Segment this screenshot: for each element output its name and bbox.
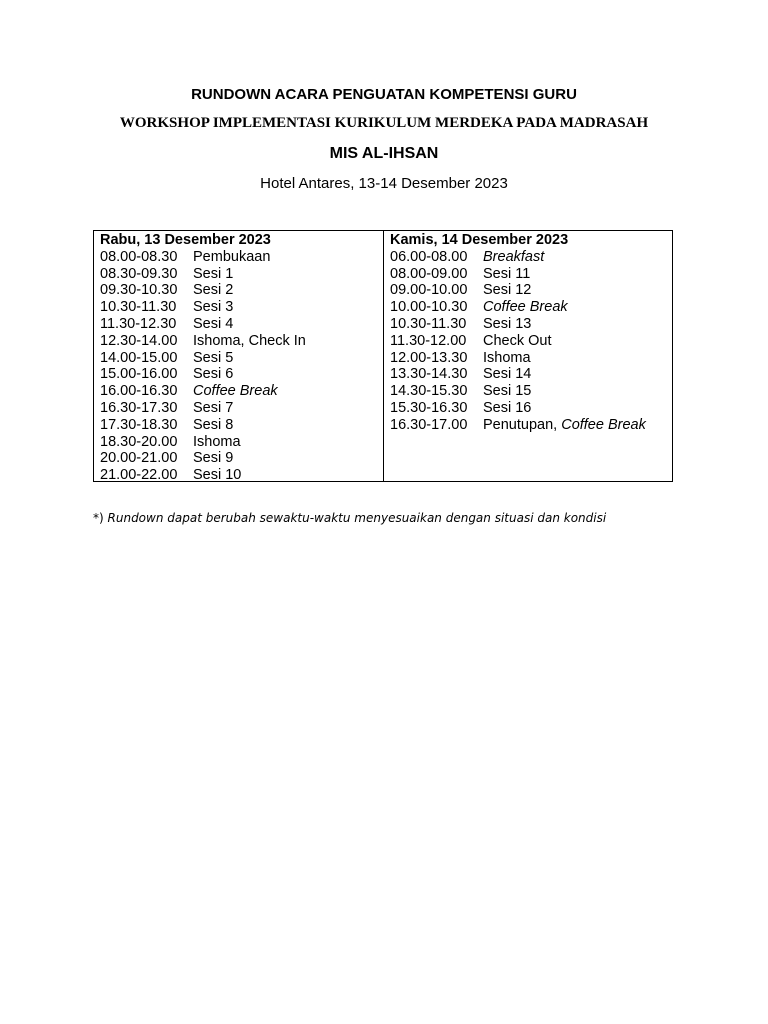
row-activity: Sesi 16: [483, 399, 532, 416]
schedule-row: [390, 383, 672, 400]
row-activity: Sesi 1: [193, 265, 234, 282]
schedule-row: [100, 366, 383, 383]
venue-date: Hotel Antares, 13-14 Desember 2023: [260, 175, 508, 192]
row-activity: Ishoma: [193, 433, 241, 450]
row-activity: Ishoma: [483, 349, 531, 366]
schedule-row: [390, 417, 672, 434]
row-activity-italic: Breakfast: [483, 248, 545, 265]
row-activity: Sesi 10: [193, 467, 242, 484]
row-time: 13.30-14.30: [390, 366, 468, 383]
schedule-row: [100, 282, 383, 299]
row-activity: Sesi 14: [483, 366, 532, 383]
schedule-row: [100, 316, 383, 333]
schedule-row: [390, 249, 672, 266]
row-activity: Sesi 7: [193, 399, 234, 416]
day1-heading: Rabu, 13 Desember 2023: [100, 232, 271, 248]
row-activity: Sesi 4: [193, 315, 234, 332]
row-time: 10.30-11.30: [390, 315, 467, 332]
row-activity: Check Out: [483, 332, 552, 349]
row-time: 08.00-09.00: [390, 265, 468, 282]
schedule-row: [390, 400, 672, 417]
row-activity-italic: Coffee Break: [193, 383, 278, 400]
schedule-row: [100, 417, 383, 434]
row-time: 09.30-10.30: [100, 282, 178, 299]
document-title: RUNDOWN ACARA PENGUATAN KOMPETENSI GURU: [191, 86, 577, 103]
row-activity-italic: Coffee Break: [483, 299, 568, 316]
day2-column: [384, 231, 672, 481]
footnote: [93, 511, 606, 525]
row-time: 17.30-18.30: [100, 416, 178, 433]
schedule-row: [390, 299, 672, 316]
schedule-row: [100, 400, 383, 417]
schedule-row: [100, 434, 383, 451]
row-activity: Sesi 6: [193, 366, 234, 383]
row-activity: Penutupan,: [483, 416, 562, 433]
schedule-row: [100, 383, 383, 400]
row-time: 18.30-20.00: [100, 433, 178, 450]
schedule-row: [100, 249, 383, 266]
row-time: 12.30-14.00: [100, 332, 178, 349]
row-activity-italic: Coffee Break: [561, 416, 646, 433]
row-time: 14.00-15.00: [100, 349, 178, 366]
row-activity: Sesi 11: [483, 265, 531, 282]
schedule-row: [390, 333, 672, 350]
row-time: 14.30-15.30: [390, 383, 468, 400]
row-activity: Pembukaan: [193, 248, 271, 265]
schedule-row: [390, 366, 672, 383]
row-time: 21.00-22.00: [100, 467, 178, 484]
day1-rows: [100, 249, 383, 484]
schedule-row: [100, 333, 383, 350]
schedule-row: [390, 282, 672, 299]
schedule-row: [100, 299, 383, 316]
school-name: MIS AL-IHSAN: [329, 145, 439, 162]
row-time: 16.30-17.00: [390, 416, 468, 433]
row-activity: Sesi 13: [483, 315, 532, 332]
schedule-row: [390, 350, 672, 367]
row-time: 08.30-09.30: [100, 265, 178, 282]
row-activity: Sesi 5: [193, 349, 234, 366]
row-time: 16.00-16.30: [100, 383, 178, 400]
schedule-row: [100, 350, 383, 367]
day2-heading: Kamis, 14 Desember 2023: [390, 232, 569, 248]
schedule-row: [390, 316, 672, 333]
row-time: 08.00-08.30: [100, 248, 178, 265]
workshop-subtitle: WORKSHOP IMPLEMENTASI KURIKULUM MERDEKA PADA MADRASAH: [119, 115, 649, 131]
footnote-text: Rundown dapat berubah sewaktu-waktu menyesuaikan dengan situasi dan kondisi: [107, 511, 607, 525]
row-time: 20.00-21.00: [100, 450, 178, 467]
row-time: 10.00-10.30: [390, 299, 468, 316]
row-time: 12.00-13.30: [390, 349, 468, 366]
schedule-row: [390, 266, 672, 283]
schedule-row: [100, 266, 383, 283]
row-time: 11.30-12.00: [390, 332, 467, 349]
row-time: 09.00-10.00: [390, 282, 468, 299]
schedule-row: [100, 450, 383, 467]
schedule-table: [93, 230, 673, 482]
row-time: 11.30-12.30: [100, 315, 177, 332]
row-activity: Sesi 15: [483, 383, 532, 400]
row-activity: Sesi 2: [193, 282, 234, 299]
row-activity: Ishoma, Check In: [193, 332, 306, 349]
day1-column: [94, 231, 384, 484]
row-time: 15.30-16.30: [390, 399, 468, 416]
row-activity: Sesi 12: [483, 282, 532, 299]
row-activity: Sesi 3: [193, 299, 234, 316]
row-time: 10.30-11.30: [100, 299, 177, 316]
row-activity: Sesi 9: [193, 450, 234, 467]
schedule-row: [100, 467, 383, 484]
row-time: 16.30-17.30: [100, 399, 178, 416]
row-time: 15.00-16.00: [100, 366, 178, 383]
day2-rows: [390, 249, 672, 434]
row-activity: Sesi 8: [193, 416, 234, 433]
footnote-marker: *): [93, 511, 104, 525]
row-time: 06.00-08.00: [390, 248, 468, 265]
